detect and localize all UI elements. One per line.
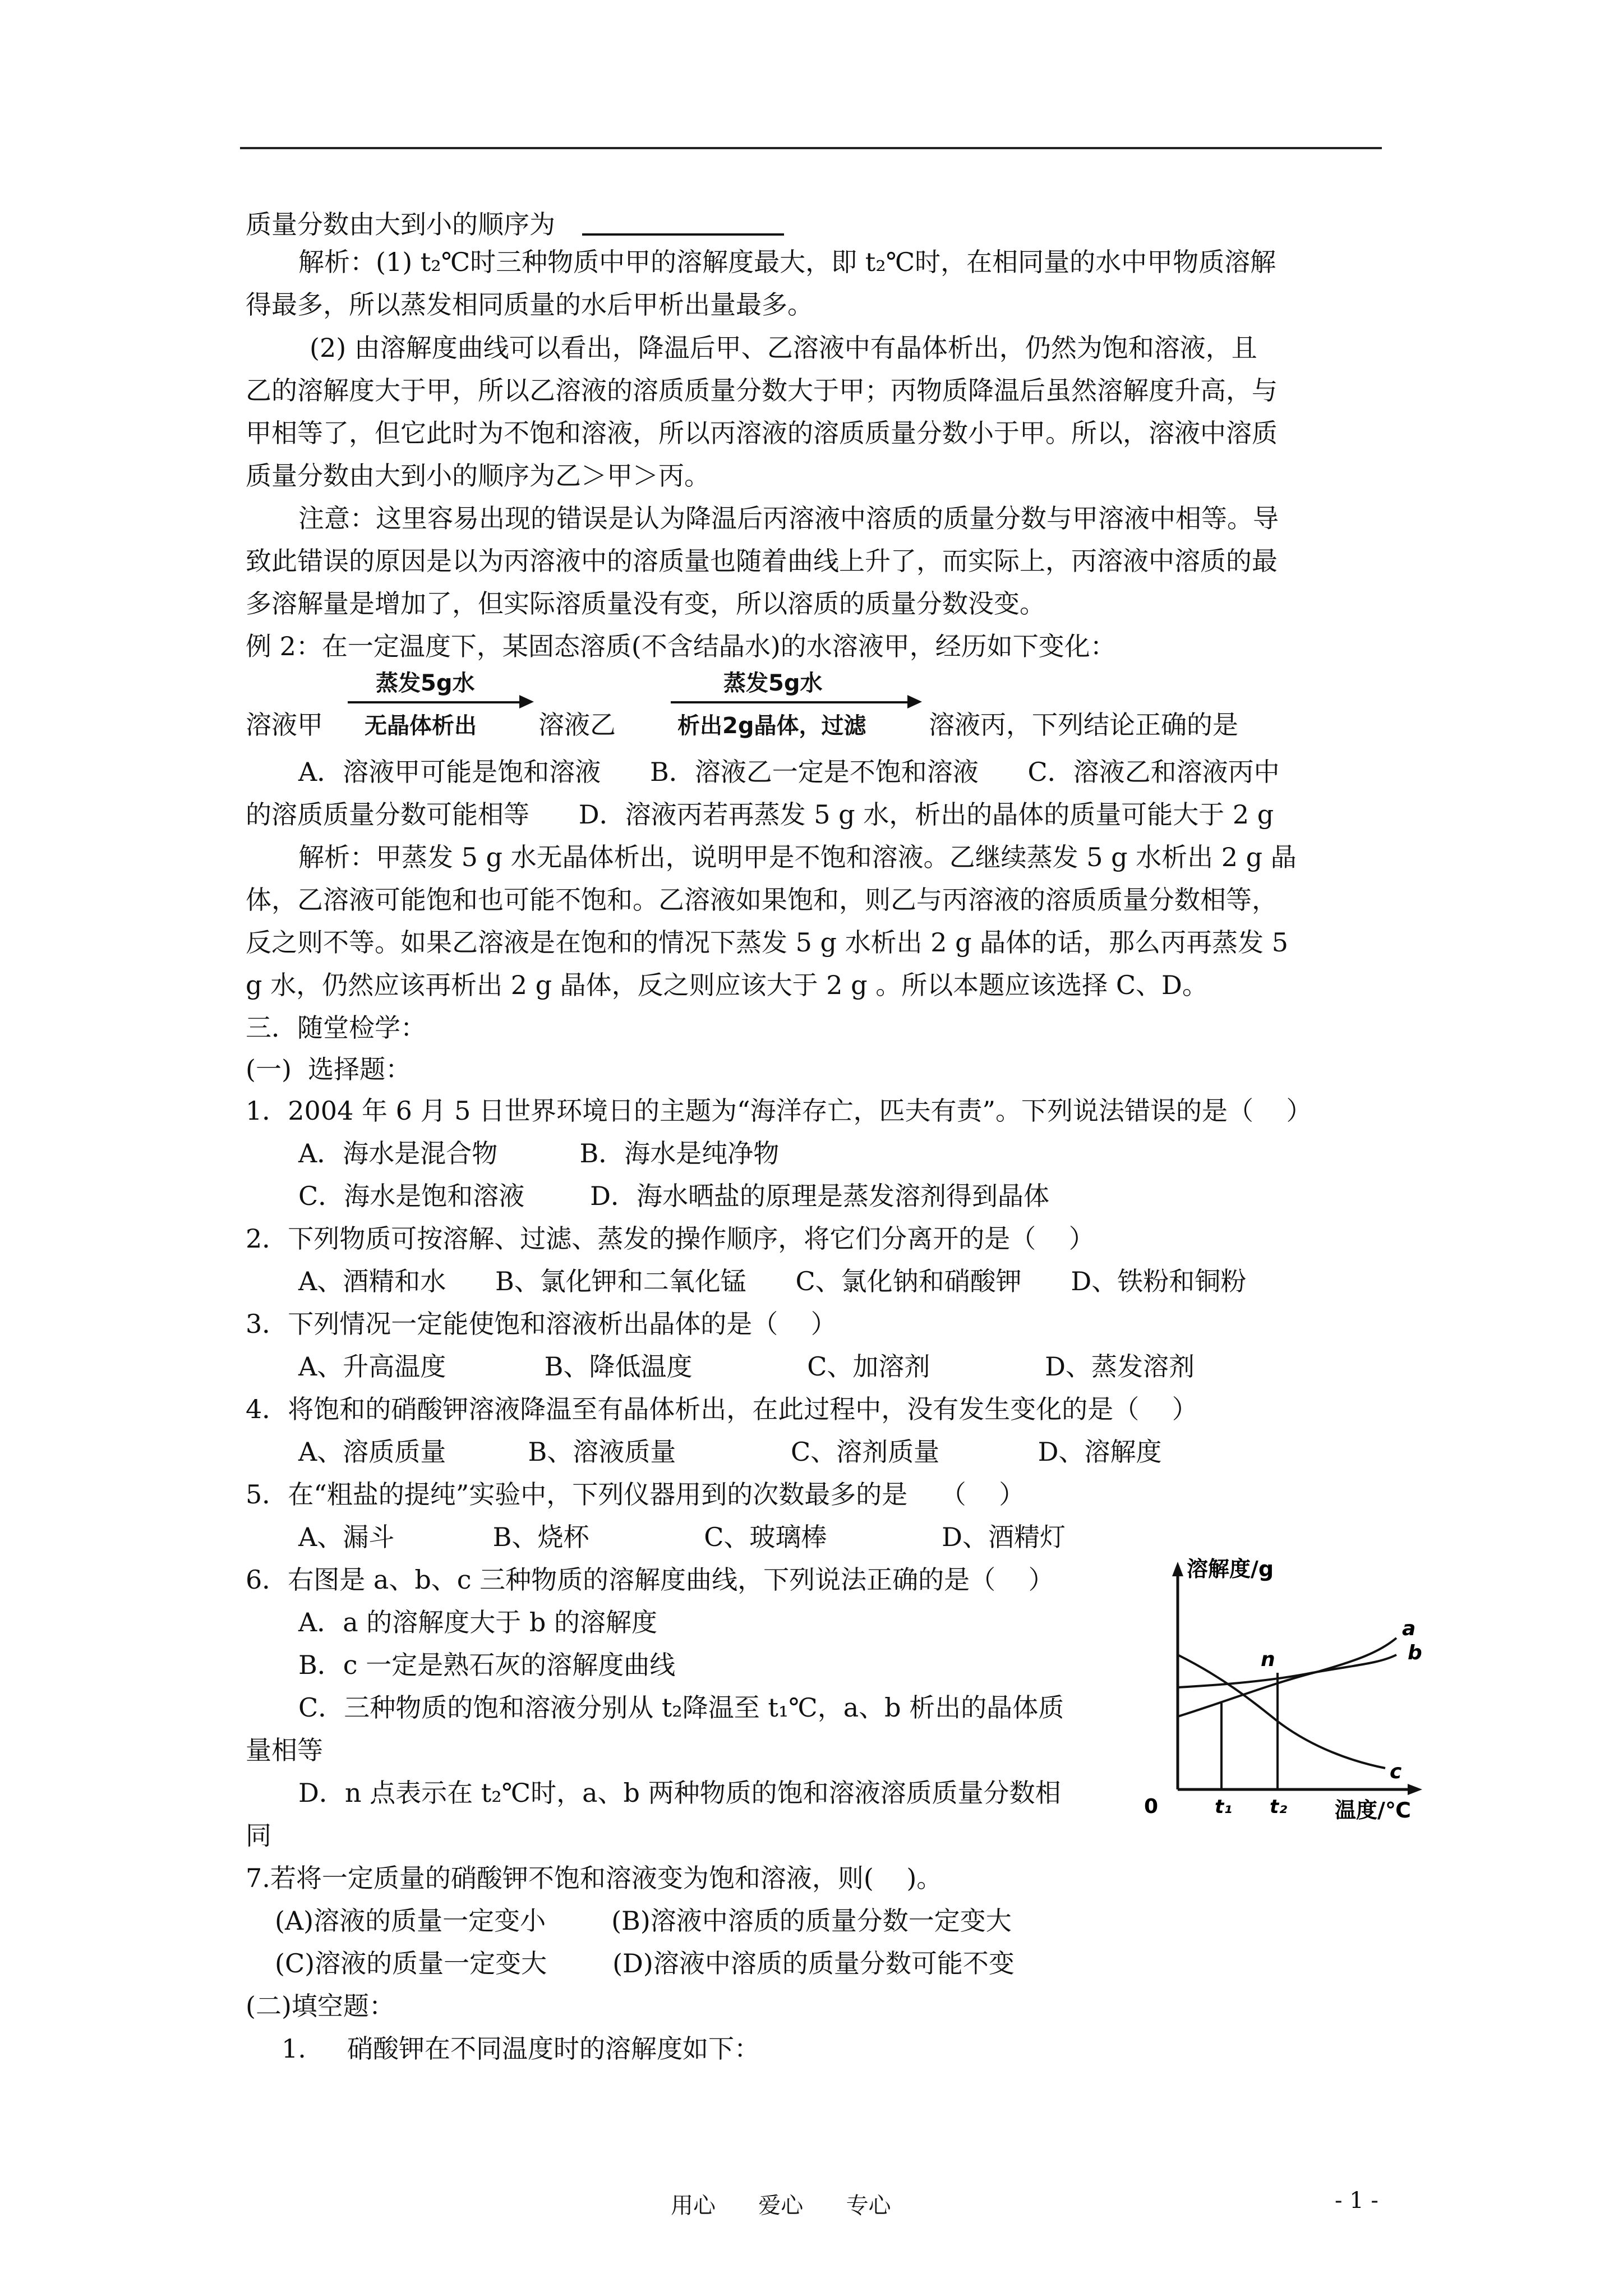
solubility-curve-graph [1127, 1554, 1441, 1823]
text-line: 三．随堂检学： [246, 1013, 426, 1043]
t1-label: t₁ [1215, 1796, 1233, 1818]
answer-blank [582, 208, 784, 243]
text-line: 7.若将一定质量的硝酸钾不饱和溶液变为饱和溶液，则( )。 [246, 1863, 943, 1893]
text-line: g 水，仍然应该再析出 2 g 晶体，反之则应该大于 2 g 。所以本题应该选择 C、D。 [246, 970, 1208, 1000]
text-line: 2．下列物质可按溶解、过滤、蒸发的操作顺序，将它们分离开的是（ ） [246, 1223, 1095, 1254]
text-line: 质量分数由大到小的顺序为乙＞甲＞丙。 [246, 461, 710, 491]
text-line: C．海水是饱和溶液 D．海水晒盐的原理是蒸发溶剂得到晶体 [298, 1181, 1050, 1211]
text-line: 6．右图是 a、b、c 三种物质的溶解度曲线，下列说法正确的是（ ） [246, 1565, 1054, 1595]
arrow2-head-icon [907, 695, 922, 708]
text-line: 乙的溶解度大于甲，所以乙溶液的溶质质量分数大于甲；丙物质降温后虽然溶解度升高，与 [246, 375, 1278, 406]
text-line: D．n 点表示在 t₂℃时，a、b 两种物质的饱和溶液溶质质量分数相 [298, 1778, 1061, 1808]
y-axis-label: 溶解度/g [1187, 1557, 1274, 1581]
text-line: 例 2：在一定温度下，某固态溶质(不含结晶水)的水溶液甲，经历如下变化： [246, 631, 1116, 661]
text-line: A、漏斗 B、烧杯 C、玻璃棒 D、酒精灯 [298, 1522, 1066, 1552]
arrow2-top-label: 蒸发5g水 [723, 670, 823, 696]
text-line: 甲相等了，但它此时为不饱和溶液，所以丙溶液的溶质质量分数小于甲。所以，溶液中溶质 [246, 418, 1278, 448]
text-line: 反之则不等。如果乙溶液是在饱和的情况下蒸发 5 g 水析出 2 g 晶体的话，那么丙再蒸发 5 [246, 927, 1289, 958]
arrow2-bottom-label: 析出2g晶体，过滤 [677, 713, 866, 739]
text-line: A、溶质质量 B、溶液质量 C、溶剂质量 D、溶解度 [298, 1437, 1162, 1467]
text-line: 致此错误的原因是以为丙溶液中的溶质量也随着曲线上升了，而实际上，丙溶液中溶质的最 [246, 546, 1278, 576]
y-axis-arrow-icon [1172, 1562, 1183, 1576]
text-line: A．溶液甲可能是饱和溶液 B．溶液乙一定是不饱和溶液 C．溶液乙和溶液丙中 [298, 757, 1280, 787]
solution-b-label: 溶液乙 [538, 710, 616, 740]
text-line: 解析：甲蒸发 5 g 水无晶体析出，说明甲是不饱和溶液。乙继续蒸发 5 g 水析出 2 g 晶 [298, 842, 1297, 872]
page-number: - 1 - [1335, 2188, 1378, 2214]
header-rule [240, 147, 1382, 149]
text-line: 1. 硝酸钾在不同温度时的溶解度如下： [282, 2033, 760, 2064]
text-line: A、酒精和水 B、氯化钾和二氧化锰 C、氯化钠和硝酸钾 D、铁粉和铜粉 [298, 1266, 1247, 1296]
arrow1-head-icon [519, 695, 534, 708]
arrow1-top-label: 蒸发5g水 [376, 670, 475, 696]
text-line: (一) 选择题： [246, 1054, 412, 1084]
arrow2-line [671, 701, 909, 703]
text-line: 质量分数由大到小的顺序为 [246, 209, 555, 240]
text-line: 解析：(1) t₂℃时三种物质中甲的溶解度最大，即 t₂℃时，在相同量的水中甲物质溶解 [298, 247, 1276, 277]
text-line: 3．下列情况一定能使饱和溶液析出晶体的是（ ） [246, 1309, 837, 1339]
arrow1-line [348, 701, 520, 703]
x-axis-arrow-icon [1408, 1784, 1422, 1795]
x-axis-label: 温度/℃ [1335, 1798, 1411, 1823]
text-line: 体，乙溶液可能饱和也可能不饱和。乙溶液如果饱和，则乙与丙溶液的溶质质量分数相等， [246, 885, 1278, 915]
text-line: A、升高温度 B、降低温度 C、加溶剂 D、蒸发溶剂 [298, 1351, 1195, 1382]
text-line: 5．在“粗盐的提纯”实验中，下列仪器用到的次数最多的是 （ ） [246, 1479, 1025, 1510]
solution-a-label: 溶液甲 [246, 710, 323, 740]
curve-b-label: b [1408, 1641, 1422, 1664]
text-line: (C)溶液的质量一定变大 (D)溶液中溶质的质量分数可能不变 [275, 1948, 1015, 1978]
text-line: A．a 的溶解度大于 b 的溶解度 [298, 1607, 657, 1637]
text-line: (A)溶液的质量一定变小 (B)溶液中溶质的质量分数一定变大 [275, 1906, 1012, 1936]
text-line: 4．将饱和的硝酸钾溶液降温至有晶体析出，在此过程中，没有发生变化的是（ ） [246, 1394, 1198, 1424]
point-n-label: n [1261, 1648, 1275, 1671]
text-line: 1．2004 年 6 月 5 日世界环境日的主题为“海洋存亡，匹夫有责”。下列说法错误的是（ ） [246, 1096, 1312, 1126]
text-line: B．c 一定是熟石灰的溶解度曲线 [298, 1650, 676, 1680]
text-line: 注意：这里容易出现的错误是认为降温后丙溶液中溶质的质量分数与甲溶液中相等。导 [298, 503, 1279, 533]
text-line: A．海水是混合物 B．海水是纯净物 [298, 1138, 780, 1168]
origin-label: 0 [1144, 1795, 1159, 1818]
text-line: 量相等 [246, 1735, 323, 1765]
text-line: (二)填空题： [246, 1991, 395, 2021]
text-line: (2) 由溶解度曲线可以看出，降温后甲、乙溶液中有晶体析出，仍然为饱和溶液，且 [310, 333, 1257, 363]
curve-b [1178, 1655, 1396, 1687]
text-line: 的溶质质量分数可能相等 D．溶液丙若再蒸发 5 g 水，析出的晶体的质量可能大于 2 g [246, 799, 1274, 830]
solution-c-label: 溶液丙，下列结论正确的是 [929, 710, 1238, 740]
curve-c-label: c [1390, 1760, 1402, 1783]
t2-label: t₂ [1270, 1796, 1288, 1818]
text-line: 得最多，所以蒸发相同质量的水后甲析出量最多。 [246, 289, 813, 320]
text-line: C．三种物质的饱和溶液分别从 t₂降温至 t₁℃，a、b 析出的晶体质 [298, 1692, 1064, 1723]
text-line: 同 [246, 1820, 271, 1851]
curve-a-label: a [1402, 1617, 1416, 1640]
curve-c [1178, 1655, 1385, 1768]
footer-motto: 用心 爱心 专心 [671, 2193, 891, 2219]
text-line: 多溶解量是增加了，但实际溶质量没有变，所以溶质的质量分数没变。 [246, 588, 1045, 619]
arrow1-bottom-label: 无晶体析出 [365, 713, 477, 739]
